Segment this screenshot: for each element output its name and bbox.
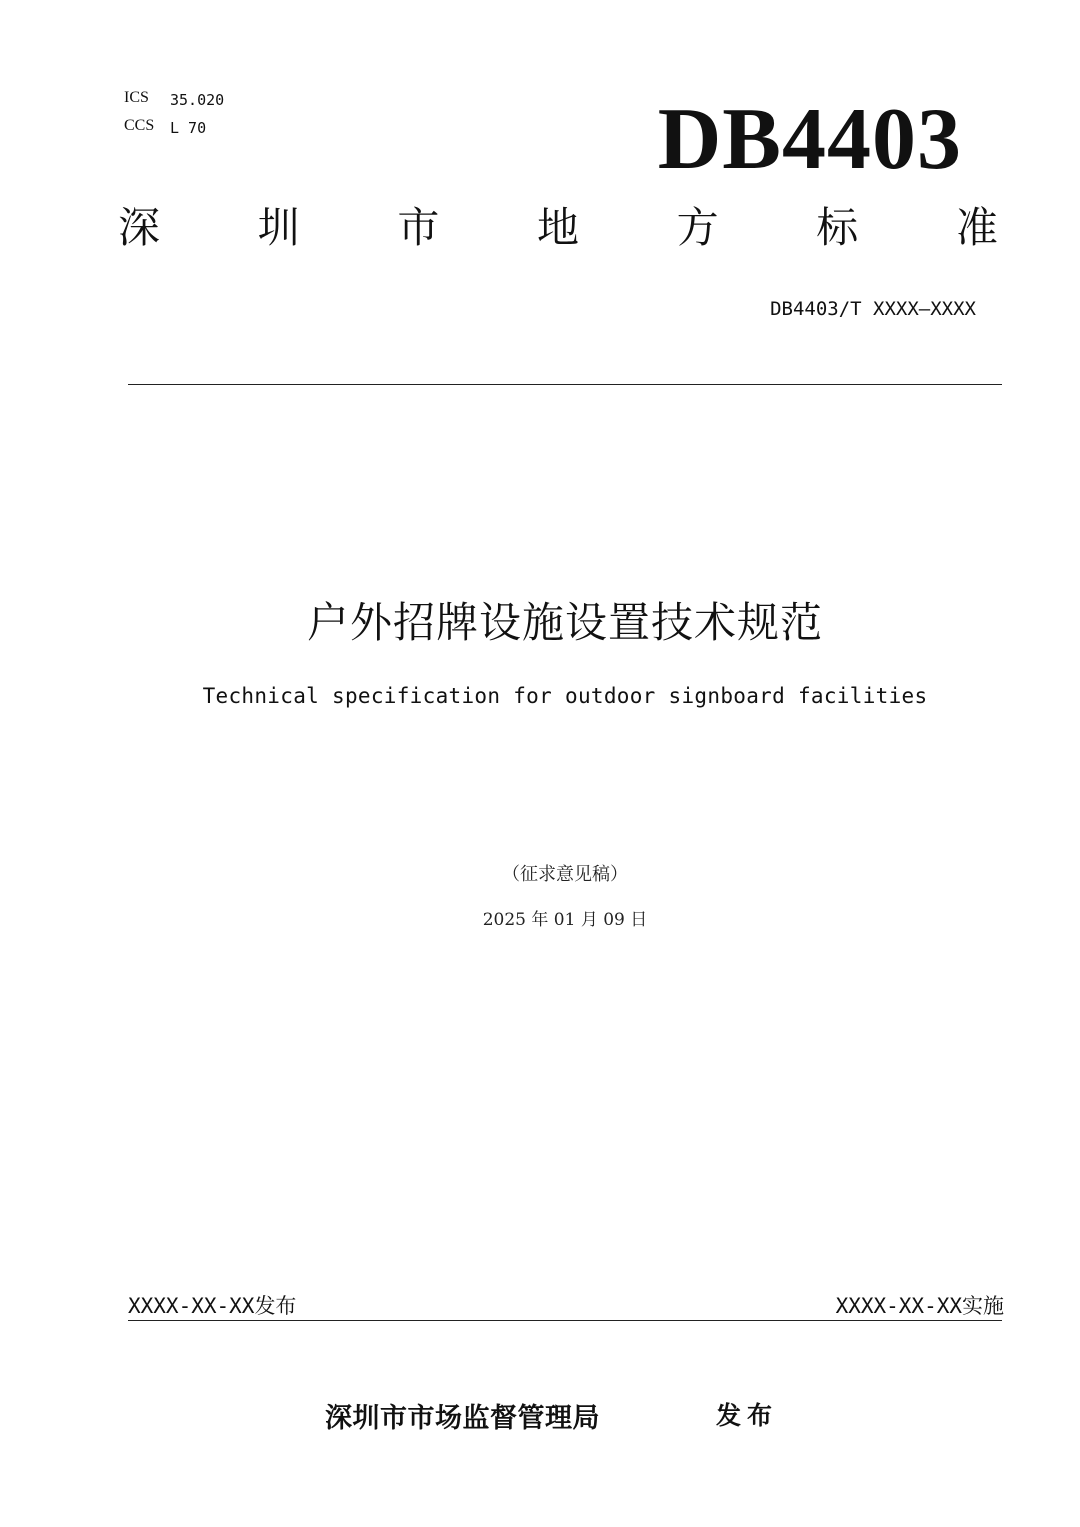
standard-code: DB4403 <box>657 91 962 188</box>
standard-type-heading <box>118 203 998 252</box>
standard-number: DB4403/T XXXX—XXXX <box>770 298 976 320</box>
bottom-divider <box>128 1320 1002 1321</box>
draft-status-label: （征求意见稿） <box>502 864 628 885</box>
document-title-english: Technical specification for outdoor signboard facilities <box>202 684 928 708</box>
draft-date: 2025 年 01 月 09 日 <box>482 910 648 930</box>
standard-type-char: 方 <box>676 203 719 252</box>
standard-type-char: 标 <box>816 203 859 252</box>
standard-type-char: 准 <box>955 203 998 252</box>
standard-type-char: 地 <box>536 203 579 252</box>
ccs-value: L 70 <box>170 119 207 137</box>
implement-word: 实施 <box>962 1294 1004 1318</box>
implement-date: XXXX-XX-XX <box>835 1294 962 1318</box>
issuing-authority: 深圳市市场监督管理局 <box>325 1403 600 1434</box>
implement-date-line <box>836 1290 1004 1320</box>
publish-word: 发布 <box>254 1294 297 1318</box>
ccs-label: CCS <box>124 117 155 134</box>
standard-type-char: 圳 <box>257 203 300 252</box>
publish-date-line <box>128 1290 296 1320</box>
standard-type-char: 深 <box>118 203 161 252</box>
issue-word: 发布 <box>716 1401 779 1430</box>
document-title-chinese: 户外招牌设施设置技术规范 <box>306 598 823 647</box>
top-divider <box>128 384 1002 385</box>
ics-value: 35.020 <box>170 91 225 109</box>
standard-type-char: 市 <box>397 203 440 252</box>
ics-label: ICS <box>124 89 149 106</box>
publish-date: XXXX-XX-XX <box>128 1294 255 1318</box>
